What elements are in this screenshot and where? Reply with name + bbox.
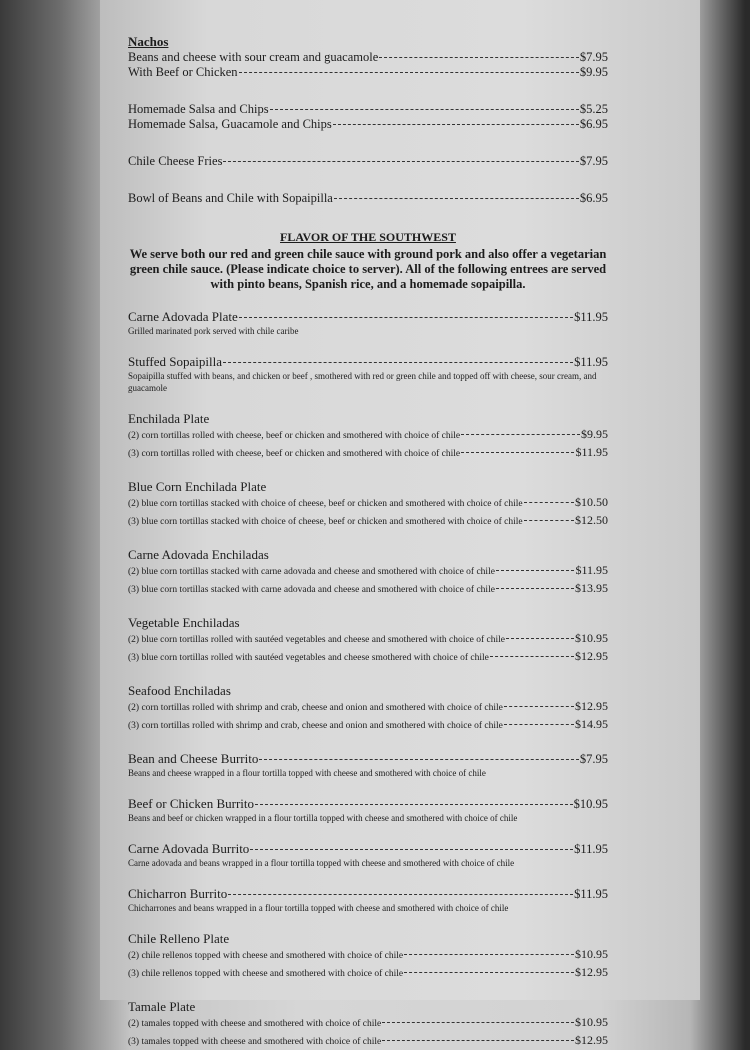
option-text: (2) blue corn tortillas rolled with sautéed vegetables and cheese and smothered with choice of chile [128, 635, 505, 645]
item-price: $7.95 [579, 50, 608, 64]
item-name: Homemade Salsa and Chips [128, 102, 269, 116]
entree-price: $7.95 [579, 752, 608, 766]
entree-price: $11.95 [574, 310, 608, 324]
entree-item [128, 615, 608, 666]
item-name: With Beef or Chicken [128, 65, 238, 79]
option-price: $12.95 [575, 649, 608, 663]
entree-description: Beans and cheese wrapped in a flour tortilla topped with cheese and smothered with choice of chile [128, 768, 486, 778]
option-text: (3) blue corn tortillas stacked with choice of cheese, beef or chicken and smothered with choice of chile [128, 517, 523, 527]
entree-title-row [128, 751, 608, 767]
item-name: Chile Cheese Fries [128, 154, 223, 168]
dot-leader [461, 452, 574, 453]
dot-leader [382, 1040, 574, 1041]
entree-item [128, 886, 608, 914]
dot-leader [223, 362, 573, 363]
entree-name: Beef or Chicken Burrito [128, 796, 254, 811]
menu-item-row [128, 117, 608, 132]
entree-name: Enchilada Plate [128, 411, 210, 426]
dot-leader [404, 954, 574, 955]
entree-name: Carne Adovada Burrito [128, 841, 250, 856]
entree-name: Vegetable Enchiladas [128, 615, 240, 630]
entree-name: Seafood Enchiladas [128, 683, 231, 698]
menu-content [128, 34, 608, 1050]
item-price: $7.95 [579, 154, 608, 168]
entree-item [128, 751, 608, 779]
entree-item [128, 999, 608, 1050]
option-text: (3) tamales topped with cheese and smothered with choice of chile [128, 1037, 382, 1047]
option-price: $12.95 [575, 1033, 608, 1047]
item-name: Beans and cheese with sour cream and guacamole [128, 50, 379, 64]
option-text: (3) corn tortillas rolled with shrimp and crab, cheese and onion and smothered with choice of chile [128, 721, 503, 731]
section-title: FLAVOR OF THE SOUTHWEST [280, 230, 456, 244]
item-name: Bowl of Beans and Chile with Sopaipilla [128, 191, 333, 205]
entree-price: $10.95 [573, 797, 608, 811]
option-price: $12.95 [575, 699, 608, 713]
dot-leader [239, 317, 573, 318]
entree-list [128, 309, 608, 1050]
dot-leader [461, 434, 580, 435]
option-text: (2) blue corn tortillas stacked with choice of cheese, beef or chicken and smothered with choice of chile [128, 499, 523, 509]
entree-item [128, 931, 608, 982]
dot-leader [382, 1022, 574, 1023]
dot-leader [255, 804, 573, 805]
option-text: (2) corn tortillas rolled with shrimp and crab, cheese and onion and smothered with choice of chile [128, 703, 503, 713]
option-price: $10.95 [575, 1015, 608, 1029]
entree-option-row [128, 580, 608, 598]
option-price: $10.50 [575, 495, 608, 509]
entree-option-row [128, 946, 608, 964]
dot-leader [524, 520, 574, 521]
nachos-heading: Nachos [128, 34, 169, 49]
entree-name: Stuffed Sopaipilla [128, 354, 223, 369]
entree-item [128, 411, 608, 462]
entree-description: Grilled marinated pork served with chile caribe [128, 326, 299, 336]
entree-item [128, 354, 608, 394]
entree-option-row [128, 1032, 608, 1050]
section-intro: We serve both our red and green chile sauce with ground pork and also offer a vegetarian green chile sauce. (Please indicate choice to server). All of the following entrees are served with pinto beans, Spanish rice, and a homemade sopaipilla. [129, 247, 607, 291]
entree-item [128, 547, 608, 598]
option-price: $9.95 [581, 427, 608, 441]
dot-leader [259, 759, 579, 760]
entree-description: Chicharrones and beans wrapped in a flour tortilla topped with cheese and smothered with choice of chile [128, 903, 509, 913]
menu-item-row [128, 65, 608, 80]
entree-title-row [128, 796, 608, 812]
dot-leader [490, 656, 574, 657]
dot-leader [333, 124, 579, 125]
entree-option-row [128, 494, 608, 512]
entree-name: Chicharron Burrito [128, 886, 228, 901]
option-text: (3) corn tortillas rolled with cheese, beef or chicken and smothered with choice of chile [128, 449, 461, 459]
entree-option-row [128, 426, 608, 444]
entree-option-row [128, 444, 608, 462]
entree-item [128, 479, 608, 530]
item-name: Homemade Salsa, Guacamole and Chips [128, 117, 332, 131]
entree-option-row [128, 562, 608, 580]
dot-leader [524, 502, 574, 503]
entree-option-row [128, 630, 608, 648]
item-price: $6.95 [579, 117, 608, 131]
dot-leader [223, 161, 578, 162]
dot-leader [504, 706, 574, 707]
entree-name: Bean and Cheese Burrito [128, 751, 259, 766]
entree-title-row [128, 886, 608, 902]
dot-leader [379, 57, 579, 58]
entree-name: Carne Adovada Enchiladas [128, 547, 269, 562]
dot-leader [496, 588, 574, 589]
menu-item-row [128, 154, 608, 169]
dot-leader [404, 972, 574, 973]
option-text: (2) corn tortillas rolled with cheese, beef or chicken and smothered with choice of chile [128, 431, 461, 441]
entree-title-row [128, 309, 608, 325]
dot-leader [496, 570, 575, 571]
entree-item [128, 683, 608, 734]
menu-item-row [128, 191, 608, 206]
item-price: $6.95 [579, 191, 608, 205]
option-text: (2) chile rellenos topped with cheese and smothered with choice of chile [128, 951, 404, 961]
dot-leader [506, 638, 574, 639]
option-text: (2) tamales topped with cheese and smothered with choice of chile [128, 1019, 382, 1029]
entree-title-row [128, 841, 608, 857]
entree-description: Sopaipilla stuffed with beans, and chicken or beef , smothered with red or green chile and topped off with cheese, sour cream, and guacamole [128, 371, 597, 393]
option-price: $14.95 [575, 717, 608, 731]
entree-option-row [128, 1014, 608, 1032]
entree-item [128, 796, 608, 824]
option-text: (3) chile rellenos topped with cheese and smothered with choice of chile [128, 969, 404, 979]
entree-title-row [128, 354, 608, 370]
entree-option-row [128, 512, 608, 530]
entree-name: Carne Adovada Plate [128, 309, 238, 324]
entree-option-row [128, 698, 608, 716]
dot-leader [334, 198, 579, 199]
dot-leader [504, 724, 574, 725]
entree-item [128, 309, 608, 337]
option-price: $10.95 [575, 947, 608, 961]
option-price: $12.50 [575, 513, 608, 527]
entree-name: Blue Corn Enchilada Plate [128, 479, 267, 494]
entree-item [128, 841, 608, 869]
option-price: $12.95 [575, 965, 608, 979]
entree-option-row [128, 964, 608, 982]
option-text: (3) blue corn tortillas stacked with carne adovada and cheese and smothered with choice of chile [128, 585, 495, 595]
entree-description: Carne adovada and beans wrapped in a flour tortilla topped with cheese and smothered with choice of chile [128, 858, 515, 868]
option-price: $11.95 [575, 445, 608, 459]
item-price: $9.95 [579, 65, 608, 79]
option-text: (3) blue corn tortillas rolled with sautéed vegetables and cheese smothered with choice of chile [128, 653, 489, 663]
item-price: $5.25 [579, 102, 608, 116]
entree-option-row [128, 648, 608, 666]
entree-price: $11.95 [574, 887, 608, 901]
entree-option-row [128, 716, 608, 734]
entree-price: $11.95 [574, 355, 608, 369]
entree-name: Chile Relleno Plate [128, 931, 230, 946]
option-price: $11.95 [575, 563, 608, 577]
entree-name: Tamale Plate [128, 999, 196, 1014]
dot-leader [250, 849, 573, 850]
option-price: $13.95 [575, 581, 608, 595]
menu-item-row [128, 102, 608, 117]
entree-price: $11.95 [574, 842, 608, 856]
dot-leader [228, 894, 573, 895]
option-price: $10.95 [575, 631, 608, 645]
dot-leader [270, 109, 579, 110]
menu-item-row [128, 50, 608, 65]
option-text: (2) blue corn tortillas stacked with carne adovada and cheese and smothered with choice of chile [128, 567, 495, 577]
dot-leader [239, 72, 579, 73]
entree-description: Beans and beef or chicken wrapped in a flour tortilla topped with cheese and smothered with choice of chile [128, 813, 518, 823]
